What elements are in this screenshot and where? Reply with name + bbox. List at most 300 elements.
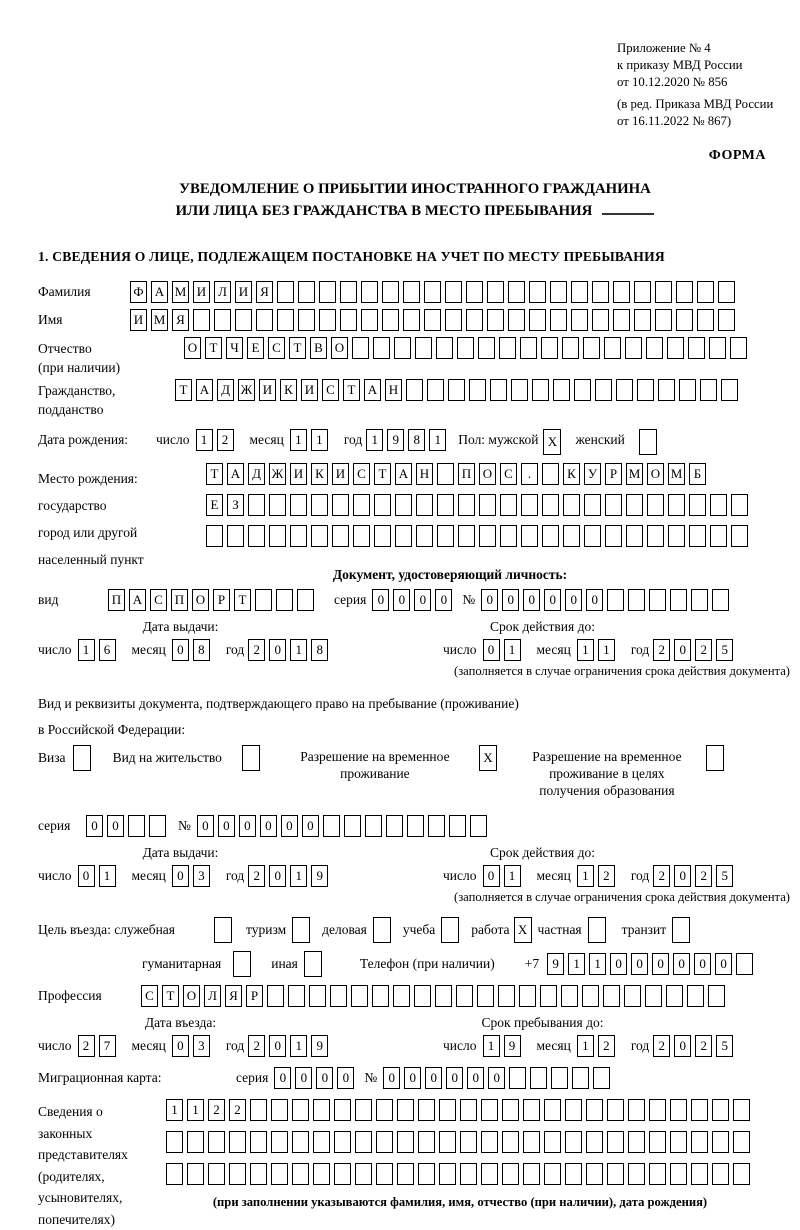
section1-heading: 1. СВЕДЕНИЯ О ЛИЦЕ, ПОДЛЕЖАЩЕМ ПОСТАНОВКЕ НА УЧЕТ ПО МЕСТУ ПРЕБЫВАНИЯ xyxy=(38,249,792,265)
char-box xyxy=(376,1131,393,1153)
year-label: год xyxy=(344,429,362,448)
char-box xyxy=(487,309,504,331)
char-box xyxy=(292,1163,309,1185)
char-box: Ж xyxy=(269,463,286,485)
char-box: И xyxy=(290,463,307,485)
char-box xyxy=(502,1099,519,1121)
permit-option-label: Виза xyxy=(38,745,66,766)
identity-issue-date xyxy=(38,639,443,661)
char-box xyxy=(628,589,645,611)
permit-issue-month xyxy=(172,865,214,887)
char-box: А xyxy=(227,463,244,485)
char-box xyxy=(712,1099,729,1121)
char-box: 8 xyxy=(193,639,210,661)
birth-year-cells xyxy=(366,429,450,451)
char-box xyxy=(544,1163,561,1185)
permit-valid-year xyxy=(653,865,737,887)
char-box xyxy=(626,525,643,547)
char-box: 5 xyxy=(716,865,733,887)
char-box xyxy=(721,379,738,401)
char-box xyxy=(550,309,567,331)
identity-doc-heading: Документ, удостоверяющий личность: xyxy=(38,567,792,583)
char-box xyxy=(403,281,420,303)
char-box xyxy=(688,337,705,359)
char-box xyxy=(313,1163,330,1185)
char-box: 2 xyxy=(208,1099,225,1121)
permit-dates xyxy=(38,845,792,905)
char-box xyxy=(469,379,486,401)
char-box xyxy=(445,309,462,331)
char-box: 0 xyxy=(281,815,298,837)
char-box: А xyxy=(151,281,168,303)
sex-male-label: Пол: мужской xyxy=(458,429,538,448)
representatives-rows xyxy=(166,1099,754,1230)
char-box xyxy=(700,379,717,401)
char-box xyxy=(428,815,445,837)
char-box: К xyxy=(311,463,328,485)
char-box: К xyxy=(563,463,580,485)
char-box xyxy=(697,281,714,303)
char-box: Т xyxy=(289,337,306,359)
char-box: Т xyxy=(343,379,360,401)
char-box xyxy=(449,815,466,837)
char-box xyxy=(276,589,293,611)
char-box xyxy=(670,1163,687,1185)
migration-card-label: Миграционная карта: xyxy=(38,1067,236,1086)
char-box: 9 xyxy=(547,953,564,975)
entry-date-col xyxy=(38,1015,443,1057)
char-box xyxy=(588,917,606,943)
char-box xyxy=(466,281,483,303)
char-box: А xyxy=(196,379,213,401)
purpose-option-label: туризм xyxy=(246,922,286,938)
char-box: 0 xyxy=(172,639,189,661)
char-box xyxy=(466,309,483,331)
char-box: Т xyxy=(206,463,223,485)
month-label: месяц xyxy=(132,1035,166,1057)
identity-kind-label: вид xyxy=(38,589,108,608)
char-box xyxy=(456,985,473,1007)
birthplace-label-line2: государство xyxy=(38,492,206,519)
form-title-line2: ИЛИ ЛИЦА БЕЗ ГРАЖДАНСТВА В МЕСТО ПРЕБЫВАНИЯ xyxy=(176,203,593,219)
char-box xyxy=(460,1099,477,1121)
char-box: 1 xyxy=(166,1099,183,1121)
char-box xyxy=(334,1131,351,1153)
char-box xyxy=(290,525,307,547)
char-box xyxy=(691,1131,708,1153)
char-box: М xyxy=(668,463,685,485)
char-box xyxy=(563,494,580,516)
char-box: Т xyxy=(162,985,179,1007)
purpose-transit-checkbox xyxy=(672,917,694,943)
birthplace-label-line4: населенный пункт xyxy=(38,546,206,573)
representatives-label xyxy=(38,1099,166,1230)
char-box: 1 xyxy=(187,1099,204,1121)
char-box xyxy=(666,985,683,1007)
char-box: 7 xyxy=(99,1035,116,1057)
char-box xyxy=(672,917,690,943)
identity-doc-row xyxy=(38,589,792,611)
birthplace-row2 xyxy=(206,494,752,516)
permit-issue-day xyxy=(78,865,120,887)
char-box: . xyxy=(521,463,538,485)
char-box xyxy=(304,951,322,977)
char-box xyxy=(645,985,662,1007)
char-box xyxy=(439,1163,456,1185)
char-box xyxy=(519,985,536,1007)
char-box xyxy=(439,1131,456,1153)
char-box xyxy=(487,281,504,303)
char-box xyxy=(676,281,693,303)
char-box: А xyxy=(364,379,381,401)
surname-label: Фамилия xyxy=(38,281,130,300)
char-box: X xyxy=(543,429,561,455)
char-box xyxy=(628,1099,645,1121)
char-box xyxy=(437,494,454,516)
identity-doc-dates xyxy=(38,619,792,679)
permit-issue-year xyxy=(248,865,332,887)
day-label: число xyxy=(443,1035,477,1057)
permit-option-temporary xyxy=(286,745,501,782)
char-box xyxy=(649,1163,666,1185)
char-box xyxy=(214,917,232,943)
char-box xyxy=(710,525,727,547)
char-box: С xyxy=(268,337,285,359)
char-box xyxy=(733,1099,750,1121)
char-box xyxy=(477,985,494,1007)
permit-series-cells xyxy=(86,815,170,837)
char-box xyxy=(709,337,726,359)
char-box: 1 xyxy=(504,865,521,887)
char-box xyxy=(542,494,559,516)
char-box: 3 xyxy=(193,865,210,887)
char-box: С xyxy=(322,379,339,401)
char-box: 0 xyxy=(694,953,711,975)
char-box: 2 xyxy=(248,865,265,887)
stay-until-col xyxy=(443,1015,792,1057)
education-residence-checkbox xyxy=(706,745,728,771)
char-box xyxy=(292,917,310,943)
char-box xyxy=(586,1131,603,1153)
char-box: 2 xyxy=(598,1035,615,1057)
char-box xyxy=(731,494,748,516)
char-box xyxy=(271,1131,288,1153)
char-box xyxy=(593,1067,610,1089)
char-box xyxy=(351,985,368,1007)
char-box xyxy=(457,337,474,359)
char-box: 0 xyxy=(78,865,95,887)
identity-valid-month xyxy=(577,639,619,661)
birthplace-row3 xyxy=(206,525,752,547)
char-box xyxy=(607,589,624,611)
char-box xyxy=(508,281,525,303)
char-box: 0 xyxy=(295,1067,312,1089)
char-box xyxy=(355,1131,372,1153)
entry-day xyxy=(78,1035,120,1057)
permit-option-label: Вид на жительство xyxy=(113,745,222,766)
purpose-private-checkbox xyxy=(588,917,610,943)
char-box xyxy=(691,589,708,611)
char-box xyxy=(248,494,265,516)
representatives-row3 xyxy=(166,1163,754,1185)
representatives-block xyxy=(38,1099,792,1230)
char-box xyxy=(435,985,452,1007)
char-box: 5 xyxy=(716,639,733,661)
appendix-line: к приказу МВД России xyxy=(617,57,773,74)
char-box: 0 xyxy=(269,865,286,887)
char-box xyxy=(520,337,537,359)
citizenship-label xyxy=(38,379,175,419)
char-box xyxy=(128,815,145,837)
char-box xyxy=(298,281,315,303)
char-box: 1 xyxy=(577,1035,594,1057)
char-box: 0 xyxy=(393,589,410,611)
purpose-humanitarian-checkbox xyxy=(233,951,255,977)
entry-year xyxy=(248,1035,332,1057)
char-box xyxy=(355,1099,372,1121)
valid-until-label: Срок действия до: xyxy=(443,845,792,861)
char-box: 1 xyxy=(568,953,585,975)
char-box xyxy=(193,309,210,331)
identity-valid-day xyxy=(483,639,525,661)
sex-female-checkbox xyxy=(639,429,661,455)
char-box xyxy=(607,1099,624,1121)
representatives-label-line6: попечителях) xyxy=(38,1209,166,1230)
char-box: 5 xyxy=(716,1035,733,1057)
char-box: 0 xyxy=(269,1035,286,1057)
char-box: П xyxy=(458,463,475,485)
char-box xyxy=(605,525,622,547)
char-box xyxy=(352,337,369,359)
birthplace-block xyxy=(38,463,792,573)
char-box xyxy=(441,917,459,943)
patronymic-row xyxy=(38,337,792,377)
char-box xyxy=(582,985,599,1007)
char-box xyxy=(586,1099,603,1121)
char-box xyxy=(603,985,620,1007)
char-box xyxy=(208,1163,225,1185)
char-box xyxy=(626,494,643,516)
birthplace-label-line1: Место рождения: xyxy=(38,465,206,492)
char-box xyxy=(298,309,315,331)
identity-valid-date xyxy=(443,639,792,661)
series-label: серия xyxy=(334,589,366,608)
char-box xyxy=(541,337,558,359)
char-box xyxy=(563,525,580,547)
char-box: 0 xyxy=(446,1067,463,1089)
char-box xyxy=(697,309,714,331)
char-box: О xyxy=(184,337,201,359)
char-box xyxy=(529,281,546,303)
purpose-label: Цель въезда: служебная xyxy=(38,922,214,938)
char-box: 0 xyxy=(488,1067,505,1089)
char-box xyxy=(625,337,642,359)
char-box xyxy=(250,1099,267,1121)
number-sign: № xyxy=(364,1067,377,1086)
char-box: 0 xyxy=(523,589,540,611)
patronymic-label xyxy=(38,337,184,377)
representatives-label-line3: представителях xyxy=(38,1144,166,1166)
series-label: серия xyxy=(236,1067,268,1086)
char-box xyxy=(708,985,725,1007)
stay-month xyxy=(577,1035,619,1057)
char-box xyxy=(500,525,517,547)
char-box xyxy=(319,309,336,331)
char-box xyxy=(649,1099,666,1121)
char-box xyxy=(481,1131,498,1153)
permit-valid-col xyxy=(443,845,792,905)
month-label: месяц xyxy=(537,865,571,887)
year-label: год xyxy=(226,865,244,887)
char-box: П xyxy=(108,589,125,611)
char-box: 2 xyxy=(653,1035,670,1057)
char-box xyxy=(323,815,340,837)
char-box xyxy=(670,1099,687,1121)
char-box: М xyxy=(626,463,643,485)
purpose-option-label: транзит xyxy=(622,922,667,938)
char-box xyxy=(604,337,621,359)
birthplace-label xyxy=(38,463,206,573)
phone-prefix: +7 xyxy=(525,956,539,972)
citizenship-label-line2: подданство xyxy=(38,400,175,419)
char-box: 0 xyxy=(239,815,256,837)
char-box: З xyxy=(227,494,244,516)
char-box xyxy=(718,309,735,331)
char-box: Т xyxy=(205,337,222,359)
representatives-label-line5: усыновителях, xyxy=(38,1187,166,1209)
char-box xyxy=(344,815,361,837)
purpose-option-label: работа xyxy=(471,922,509,938)
permit-issue-date xyxy=(38,865,443,887)
char-box xyxy=(382,309,399,331)
char-box: 2 xyxy=(653,865,670,887)
char-box: 2 xyxy=(229,1099,246,1121)
char-box xyxy=(214,309,231,331)
char-box: Н xyxy=(385,379,402,401)
char-box xyxy=(458,494,475,516)
identity-number-cells xyxy=(481,589,733,611)
char-box: Я xyxy=(256,281,273,303)
purpose-option-label: учеба xyxy=(403,922,435,938)
char-box: 0 xyxy=(302,815,319,837)
year-label: год xyxy=(631,865,649,887)
char-box xyxy=(637,379,654,401)
surname-cells xyxy=(130,281,739,303)
char-box: 1 xyxy=(99,865,116,887)
char-box xyxy=(565,1099,582,1121)
char-box xyxy=(394,337,411,359)
char-box xyxy=(628,1131,645,1153)
char-box: 0 xyxy=(86,815,103,837)
char-box xyxy=(679,379,696,401)
char-box: 0 xyxy=(404,1067,421,1089)
char-box xyxy=(445,281,462,303)
char-box xyxy=(406,379,423,401)
char-box xyxy=(187,1131,204,1153)
char-box: 0 xyxy=(269,639,286,661)
permit-option-label: Разрешение на временное проживание xyxy=(286,745,464,782)
char-box: 0 xyxy=(172,1035,189,1057)
char-box xyxy=(470,815,487,837)
char-box: А xyxy=(129,589,146,611)
profession-row xyxy=(38,985,792,1007)
month-label: месяц xyxy=(132,639,166,661)
char-box xyxy=(613,281,630,303)
char-box xyxy=(718,281,735,303)
char-box xyxy=(415,337,432,359)
char-box xyxy=(689,525,706,547)
char-box xyxy=(397,1163,414,1185)
char-box xyxy=(418,1163,435,1185)
purpose-tourism-checkbox xyxy=(292,917,314,943)
char-box: 0 xyxy=(274,1067,291,1089)
char-box: 9 xyxy=(311,865,328,887)
char-box xyxy=(634,281,651,303)
char-box: 1 xyxy=(577,865,594,887)
char-box xyxy=(668,494,685,516)
char-box: Р xyxy=(213,589,230,611)
char-box: 0 xyxy=(467,1067,484,1089)
char-box xyxy=(490,379,507,401)
identity-issue-month xyxy=(172,639,214,661)
char-box xyxy=(523,1131,540,1153)
birthdate-row xyxy=(38,429,792,455)
char-box: Е xyxy=(206,494,223,516)
char-box: 1 xyxy=(196,429,213,451)
char-box: О xyxy=(192,589,209,611)
char-box xyxy=(382,281,399,303)
char-box xyxy=(427,379,444,401)
char-box xyxy=(689,494,706,516)
permit-issue-col xyxy=(38,845,443,905)
char-box xyxy=(553,379,570,401)
month-label: месяц xyxy=(250,429,284,448)
char-box: 0 xyxy=(218,815,235,837)
citizenship-cells xyxy=(175,379,742,401)
patronymic-label-line1: Отчество xyxy=(38,339,184,358)
char-box xyxy=(311,525,328,547)
char-box: И xyxy=(259,379,276,401)
stay-until-date xyxy=(443,1035,792,1057)
char-box: С xyxy=(141,985,158,1007)
char-box: 0 xyxy=(586,589,603,611)
month-label: месяц xyxy=(537,1035,571,1057)
char-box xyxy=(437,525,454,547)
char-box: Л xyxy=(204,985,221,1007)
char-box xyxy=(655,309,672,331)
char-box xyxy=(572,1067,589,1089)
appendix-line: Приложение № 4 xyxy=(617,40,773,57)
char-box: 1 xyxy=(78,639,95,661)
char-box: 2 xyxy=(695,1035,712,1057)
day-label: число xyxy=(156,429,190,448)
purpose-option-label: частная xyxy=(538,922,582,938)
char-box xyxy=(544,1099,561,1121)
char-box: А xyxy=(395,463,412,485)
char-box xyxy=(374,494,391,516)
char-box: 0 xyxy=(502,589,519,611)
char-box xyxy=(500,494,517,516)
char-box: И xyxy=(235,281,252,303)
char-box xyxy=(242,745,260,771)
char-box xyxy=(639,429,657,455)
migration-card-row xyxy=(38,1067,792,1089)
forma-label: ФОРМА xyxy=(709,148,766,164)
char-box: Р xyxy=(605,463,622,485)
appendix-edition-line: (в ред. Приказа МВД России xyxy=(617,96,773,113)
char-box xyxy=(386,815,403,837)
char-box xyxy=(361,281,378,303)
